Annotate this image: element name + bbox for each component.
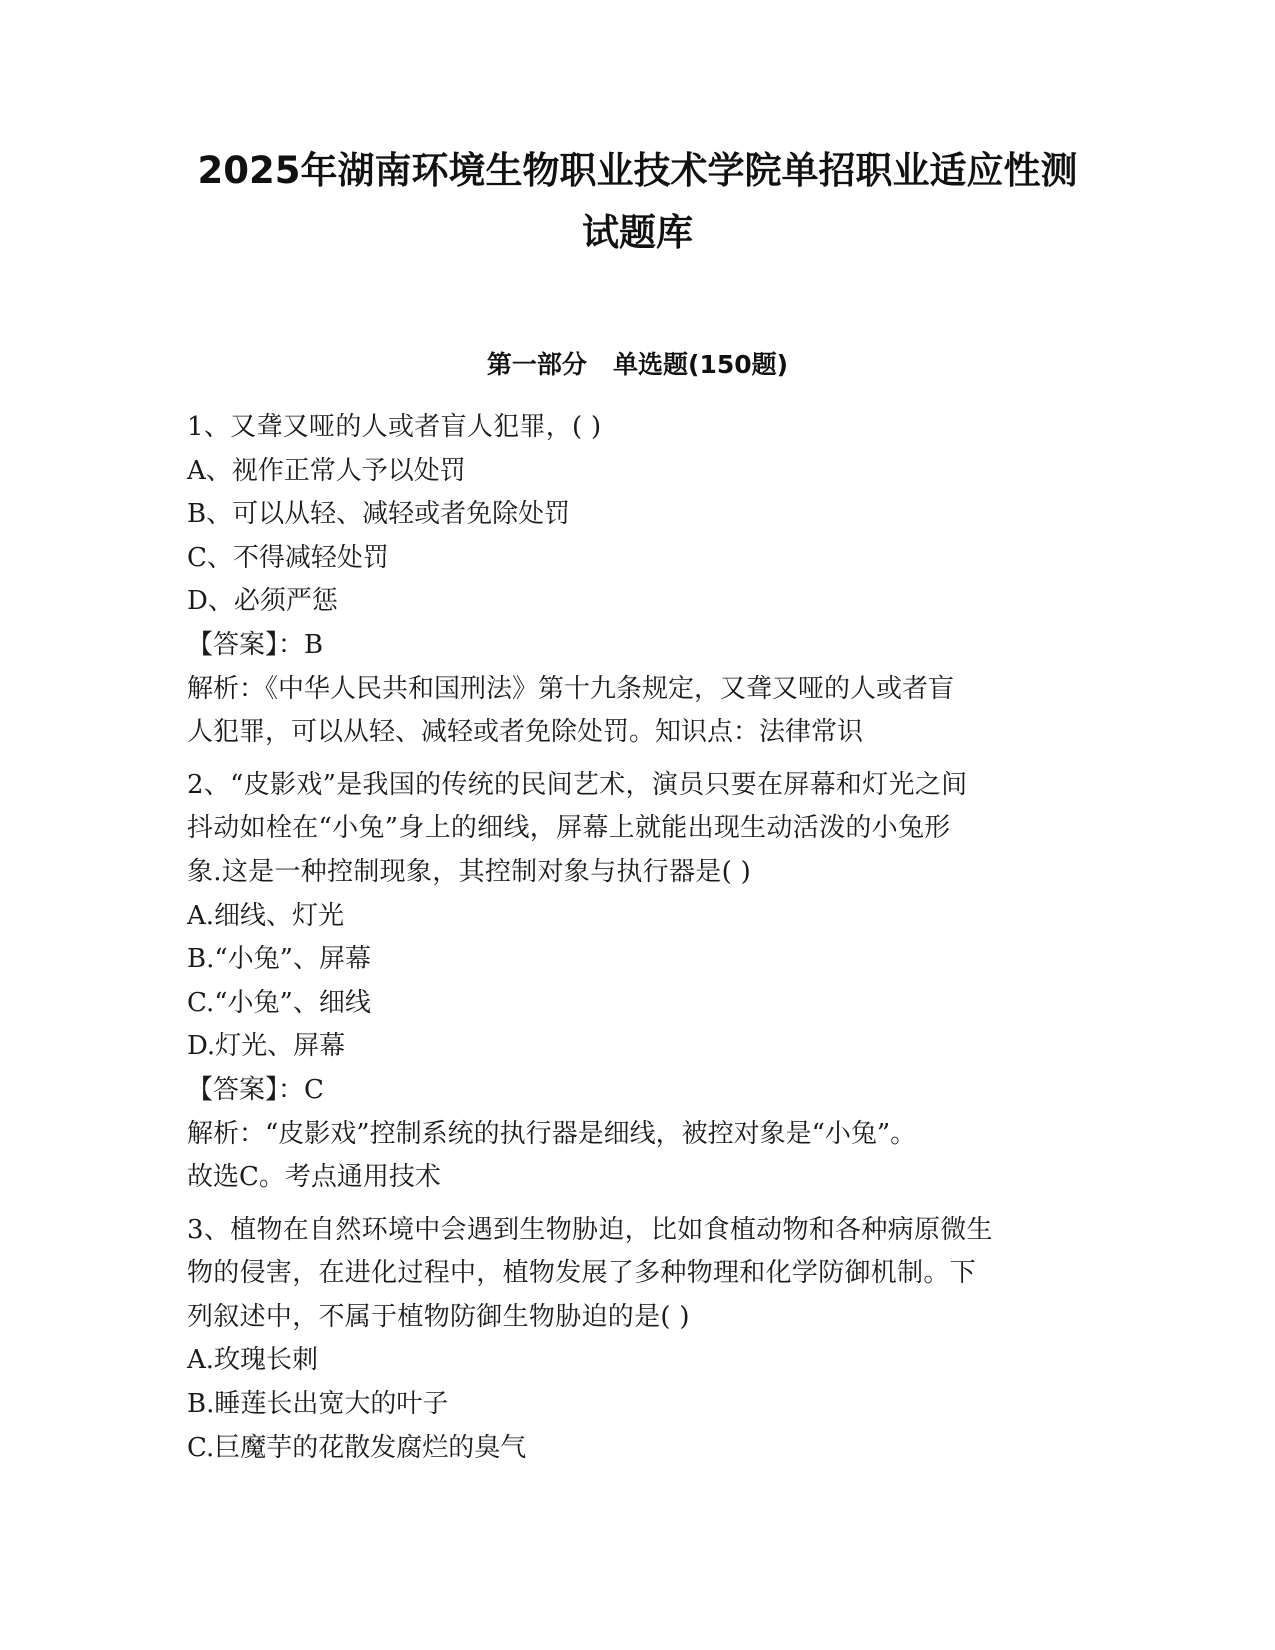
option-c: C.巨魔芋的花散发腐烂的臭气	[187, 1432, 527, 1463]
question-text-line: 抖动如栓在“小兔”身上的细线，屏幕上就能出现生动活泼的小兔形	[187, 813, 951, 844]
question-list	[187, 406, 1087, 1479]
question-text-line: 2、“皮影戏”是我国的传统的民间艺术，演员只要在屏幕和灯光之间	[187, 769, 968, 800]
explanation-line: 人犯罪，可以从轻、减轻或者免除处罚。知识点：法律常识	[187, 717, 864, 748]
title-line-2: 试题库	[582, 211, 693, 254]
document-title	[150, 140, 1125, 264]
explanation-line: 故选C。考点通用技术	[187, 1162, 441, 1193]
explanation-line: 解析：“皮影戏”控制系统的执行器是细线，被控对象是“小兔”。	[187, 1118, 917, 1149]
option-d: D、必须严惩	[187, 586, 338, 617]
option-a: A.细线、灯光	[187, 900, 345, 931]
question-text-line: 1、又聋又哑的人或者盲人犯罪，( )	[187, 412, 602, 442]
option-a: A、视作正常人予以处罚	[187, 455, 466, 486]
title-line-1: 2025年湖南环境生物职业技术学院单招职业适应性测	[197, 149, 1078, 192]
option-a: A.玫瑰长刺	[187, 1345, 319, 1376]
question-2	[187, 764, 1087, 1200]
option-d: D.灯光、屏幕	[187, 1031, 346, 1062]
question-text-line: 3、植物在自然环境中会遇到生物胁迫，比如食植动物和各种病原微生	[187, 1214, 993, 1245]
explanation-line: 解析：《中华人民共和国刑法》第十九条规定，又聋又哑的人或者盲	[187, 673, 955, 704]
question-text-line: 物的侵害，在进化过程中，植物发展了多种物理和化学防御机制。下	[187, 1258, 977, 1289]
option-c: C.“小兔”、细线	[187, 987, 371, 1018]
option-b: B.“小兔”、屏幕	[187, 944, 371, 975]
answer: 【答案】：C	[187, 1074, 324, 1105]
section-heading: 第一部分 单选题(150题)	[486, 350, 789, 379]
answer: 【答案】：B	[187, 629, 324, 660]
option-b: B.睡莲长出宽大的叶子	[187, 1389, 449, 1420]
option-b: B、可以从轻、减轻或者免除处罚	[187, 499, 571, 530]
question-3	[187, 1209, 1087, 1471]
question-text-line: 列叙述中，不属于植物防御生物胁迫的是( )	[187, 1301, 690, 1332]
question-text-line: 象.这是一种控制现象，其控制对象与执行器是( )	[187, 856, 752, 887]
option-c: C、不得减轻处罚	[187, 542, 389, 573]
question-1	[187, 406, 1087, 755]
